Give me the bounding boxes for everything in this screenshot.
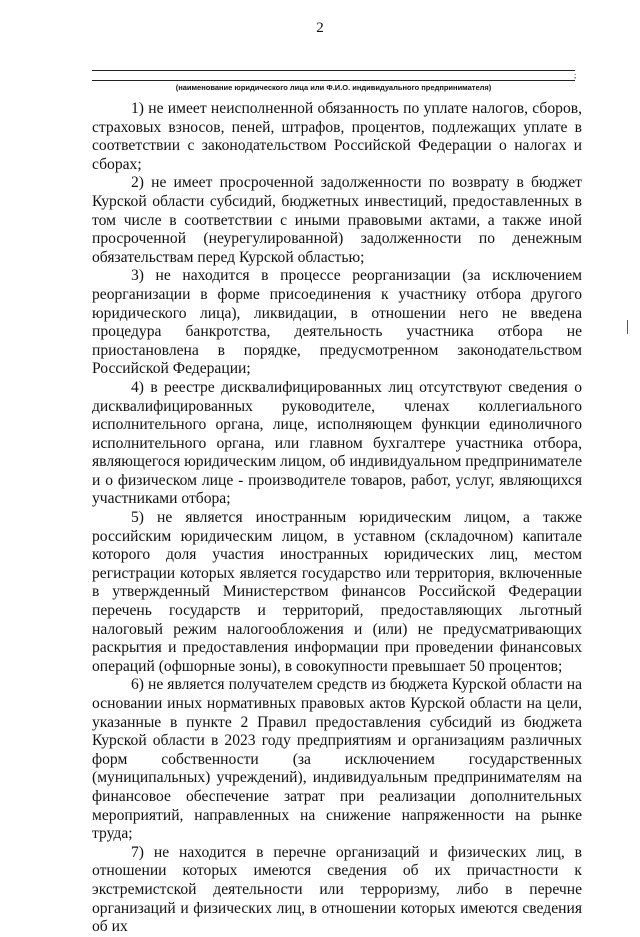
document-body <box>92 100 582 937</box>
margin-mark <box>627 320 628 334</box>
page-number: 2 <box>316 20 324 36</box>
header-mark: ; <box>574 71 577 80</box>
paragraph-item-6: 6) не является получателем средств из бюджета Курской области на основании иных нормативных правовых актов Курской области на цели, указанные в пункте 2 Правил предоставления субсидий из бюджета Курской области в 2023 году предприятиям и организациям различных форм собственности (за исключением государственных (муниципальных) учреждений), индивидуальным предпринимателям на финансовое обеспечение затрат при реализации дополнительных мероприятий, направленных на снижение напряженности на рынке труда; <box>92 676 582 843</box>
paragraph-item-5: 5) не является иностранным юридическим лицом, а также российским юридическим лицом, в уставном (складочном) капитале которого доля участия иностранных юридических лиц, местом регистрации которых является государство или территория, включенные в утвержденный Министерством финансов Российской Федерации перечень государств и территорий, предоставляющих льготный налоговый режим налогообложения и (или) не предусматривающих раскрытия и предоставления информации при проведении финансовых операций (офшорные зоны), в совокупности превышает 50 процентов; <box>92 509 582 675</box>
paragraph-item-2: 2) не имеет просроченной задолженности по возврату в бюджет Курской области субсидий, бюджетных инвестиций, предоставленных в том числе в соответствии с иными правовыми актами, а также иной просроченной (неурегулированной) задолженности по денежным обязательствам перед Курской областью; <box>92 174 582 266</box>
paragraph-item-1: 1) не имеет неисполненной обязанность по уплате налогов, сборов, страховых взносов, пеней, штрафов, процентов, подлежащих уплате в соответствии с законодательством Российской Федерации о налогах и сборах; <box>92 100 582 173</box>
header-fill-line <box>92 70 575 71</box>
paragraph-item-3: 3) не находится в процессе реорганизации (за исключением реорганизации в форме присоединения к участнику отбора другого юридического лица), ликвидации, в отношении него не введена процедура банкротства, деятельность участника отбора не приостановлена в порядке, предусмотренном законодательством Российской Федерации; <box>92 267 582 378</box>
paragraph-item-7: 7) не находится в перечне организаций и физических лиц, в отношении которых имеются сведения об их причастности к экстремистской деятельности или терроризму, либо в перечне организаций и физических лиц, в отношении которых имеются сведения об их <box>92 843 582 936</box>
header-underline <box>92 80 575 81</box>
header-caption: (наименование юридического лица или Ф.И.О. индивидуального предпринимателя) <box>175 83 492 92</box>
paragraph-item-4: 4) в реестре дисквалифицированных лиц отсутствуют сведения о дисквалифицированных руководителе, членах коллегиального исполнительного органа, лице, исполняющем функции единоличного исполнительного органа, или главном бухгалтере участника отбора, являющегося юридическим лицом, об индивидуальном предпринимателе и о физическом лице - производителе товаров, работ, услуг, являющихся участниками отбора; <box>92 378 582 508</box>
